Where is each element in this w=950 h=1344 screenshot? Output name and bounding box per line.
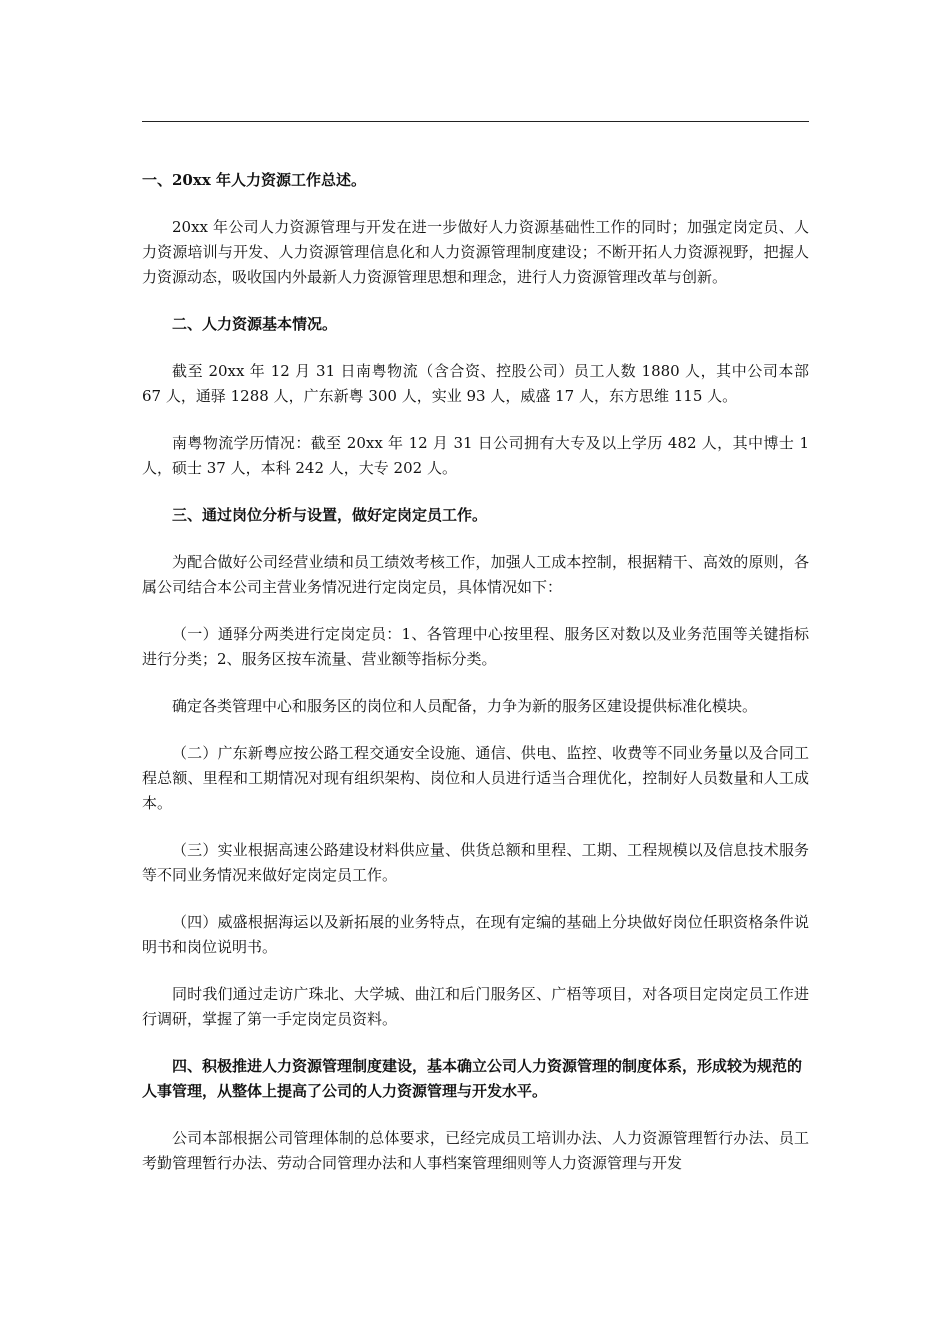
section-heading-1: 一、20xx 年人力资源工作总述。 <box>142 171 366 189</box>
section-heading-4: 四、积极推进人力资源管理制度建设，基本确立公司人力资源管理的制度体系，形成较为规范的人事管理，从整体上提高了公司的人力资源管理与开发水平。 <box>142 1057 803 1100</box>
paragraph-research: 同时我们通过走访广珠北、大学城、曲江和后门服务区、广梧等项目，对各项目定岗定员工作进行调研，掌握了第一手定岗定员资料。 <box>142 985 809 1028</box>
paragraph-staffing-1: （一）通驿分两类进行定岗定员：1、各管理中心按里程、服务区对数以及业务范围等关键指标进行分类；2、服务区按车流量、营业额等指标分类。 <box>142 625 809 668</box>
document-body <box>142 168 809 1198</box>
paragraph-overview: 20xx 年公司人力资源管理与开发在进一步做好人力资源基础性工作的同时；加强定岗定员、人力资源培训与开发、人力资源管理信息化和人力资源管理制度建设；不断开拓人力资源视野，把握人力资源动态，吸收国内外最新人力资源管理思想和理念，进行人力资源管理改革与创新。 <box>142 218 809 286</box>
header-rule <box>142 121 809 122</box>
section-heading-3: 三、通过岗位分析与设置，做好定岗定员工作。 <box>172 506 488 524</box>
paragraph-education: 南粤物流学历情况：截至 20xx 年 12 月 31 日公司拥有大专及以上学历 482 人，其中博士 1 人，硕士 37 人，本科 242 人，大专 202 人。 <box>142 434 809 477</box>
paragraph-staffing-4: （四）威盛根据海运以及新拓展的业务特点，在现有定编的基础上分块做好岗位任职资格条件说明书和岗位说明书。 <box>142 913 809 956</box>
paragraph-staffing-1b: 确定各类管理中心和服务区的岗位和人员配备，力争为新的服务区建设提供标准化模块。 <box>172 697 758 715</box>
paragraph-staffing-3: （三）实业根据高速公路建设材料供应量、供货总额和里程、工期、工程规模以及信息技术服务等不同业务情况来做好定岗定员工作。 <box>142 841 809 884</box>
section-heading-2: 二、人力资源基本情况。 <box>172 315 338 333</box>
paragraph-staffing-2: （二）广东新粤应按公路工程交通安全设施、通信、供电、监控、收费等不同业务量以及合同工程总额、里程和工期情况对现有组织架构、岗位和人员进行适当合理优化，控制好人员数量和人工成本。 <box>142 744 809 812</box>
paragraph-staffing-intro: 为配合做好公司经营业绩和员工绩效考核工作，加强人工成本控制，根据精干、高效的原则，各属公司结合本公司主营业务情况进行定岗定员，具体情况如下： <box>142 553 809 596</box>
paragraph-headcount: 截至 20xx 年 12 月 31 日南粤物流（含合资、控股公司）员工人数 1880 人，其中公司本部 67 人，通驿 1288 人，广东新粤 300 人，实业 93 人，威盛 17 人，东方思维 115 人。 <box>142 362 809 405</box>
paragraph-policy: 公司本部根据公司管理体制的总体要求，已经完成员工培训办法、人力资源管理暂行办法、员工考勤管理暂行办法、劳动合同管理办法和人事档案管理细则等人力资源管理与开发 <box>142 1129 809 1172</box>
